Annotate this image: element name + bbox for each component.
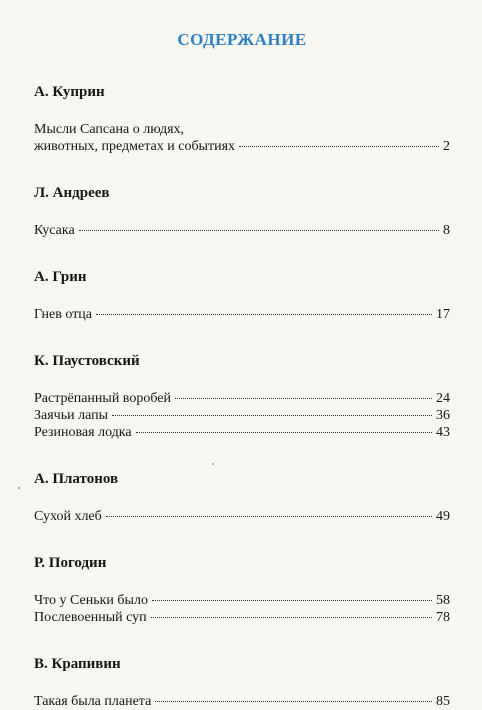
toc-section: [34, 185, 450, 239]
dot-leader: [112, 415, 432, 416]
entry-page-number: 17: [436, 307, 450, 322]
entry-line: [34, 407, 450, 424]
dot-leader: [96, 314, 432, 315]
dot-leader: [136, 432, 432, 433]
toc-entry[interactable]: [34, 121, 450, 155]
toc-section: [34, 353, 450, 441]
entry-page-number: 43: [436, 425, 450, 440]
toc-section: [34, 471, 450, 525]
toc-title: СОДЕРЖАНИЕ: [177, 30, 307, 49]
entry-line: [34, 306, 450, 323]
dot-leader: [79, 230, 439, 231]
entry-page-number: 58: [436, 593, 450, 608]
dot-leader: [152, 600, 432, 601]
entry-title: Растрёпанный воробей: [34, 391, 171, 406]
toc-section: [34, 269, 450, 323]
toc-entry[interactable]: [34, 508, 450, 525]
entry-title: Что у Сеньки было: [34, 593, 148, 608]
dot-leader: [239, 146, 439, 147]
toc-entry[interactable]: [34, 609, 450, 626]
entry-page-number: 49: [436, 509, 450, 524]
entry-page-number: 8: [443, 223, 450, 238]
print-speck: [18, 487, 20, 489]
toc-entry[interactable]: [34, 592, 450, 609]
entry-line: [34, 693, 450, 710]
dot-leader: [106, 516, 432, 517]
toc-section: [34, 555, 450, 626]
entry-page-number: 24: [436, 391, 450, 406]
entry-line: [34, 592, 450, 609]
entry-page-number: 36: [436, 408, 450, 423]
entry-title: Гнев отца: [34, 307, 93, 322]
entry-line: [34, 609, 450, 626]
entry-line: [34, 424, 450, 441]
toc-entry[interactable]: [34, 390, 450, 407]
entry-line: [34, 138, 450, 155]
author-name: А. Куприн: [34, 84, 105, 100]
author-name: Р. Погодин: [34, 555, 107, 571]
entry-line: [34, 390, 450, 407]
author-name: А. Платонов: [34, 471, 119, 487]
dot-leader: [155, 701, 432, 702]
entry-page-number: 2: [443, 139, 450, 154]
author-name: Л. Андреев: [34, 185, 110, 201]
toc-sections: [34, 84, 450, 710]
toc-entry[interactable]: [34, 407, 450, 424]
entry-title: Резиновая лодка: [34, 425, 132, 440]
entry-title: Такая была планета: [34, 694, 152, 709]
toc-entry[interactable]: [34, 693, 450, 710]
toc-entry[interactable]: [34, 424, 450, 441]
entry-title: Заячьи лапы: [34, 408, 108, 423]
dot-leader: [175, 398, 432, 399]
entry-title: животных, предметах и событиях: [34, 139, 236, 154]
toc-section: [34, 656, 450, 710]
entry-page-number: 78: [436, 610, 450, 625]
entry-title-first-line: Мысли Сапсана о людях,: [34, 122, 185, 137]
dot-leader: [151, 617, 432, 618]
print-speck: [212, 463, 214, 465]
author-name: К. Паустовский: [34, 353, 140, 369]
entry-title: Послевоенный суп: [34, 610, 147, 625]
toc-entry[interactable]: [34, 222, 450, 239]
entry-line: [34, 222, 450, 239]
author-name: А. Грин: [34, 269, 87, 285]
entry-page-number: 85: [436, 694, 450, 709]
entry-title: Сухой хлеб: [34, 509, 102, 524]
author-name: В. Крапивин: [34, 656, 121, 672]
toc-section: [34, 84, 450, 155]
entry-title: Кусака: [34, 223, 75, 238]
entry-line: [34, 508, 450, 525]
toc-entry[interactable]: [34, 306, 450, 323]
